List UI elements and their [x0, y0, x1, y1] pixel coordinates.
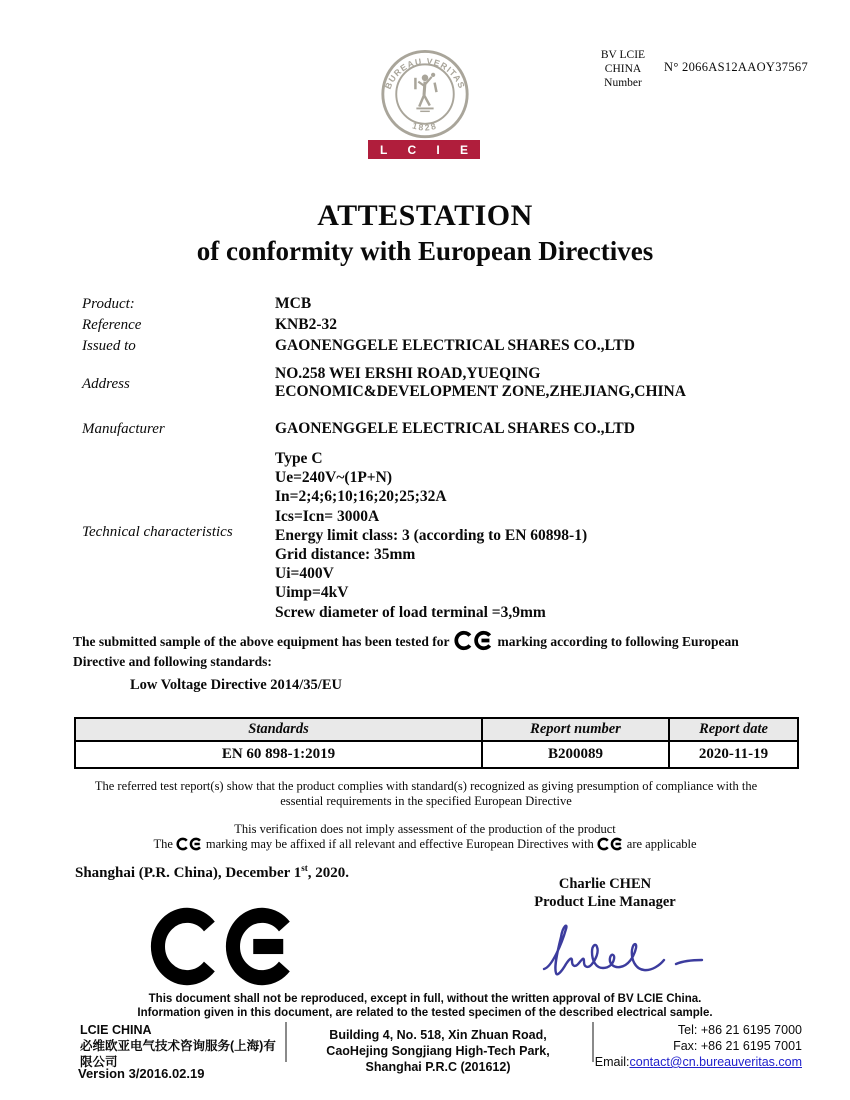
- report-table: [74, 717, 799, 769]
- ce-mark-icon: [176, 837, 203, 851]
- signature-image: [530, 915, 720, 987]
- ce-mark-large-icon: [150, 904, 300, 989]
- issuer-label-line2: CHINA: [604, 63, 642, 75]
- logo-year-text: 1828: [411, 120, 439, 133]
- issuer-label-line1: BV LCIE: [600, 49, 646, 61]
- email-link[interactable]: contact@cn.bureauveritas.com: [629, 1055, 802, 1069]
- field-label-technical: Technical characteristics: [82, 524, 233, 540]
- verification-note-line2: The marking may be affixed if all relevant and effective European Directives with are applicable: [153, 837, 697, 851]
- logo-figure-icon: [415, 73, 436, 112]
- field-value-technical: Type C Ue=240V~(1P+N) In=2;4;6;10;16;20;25;32A Ics=Icn= 3000A Energy limit class: 3 (according to EN 60898-1) Grid distance: 35mm Ui=400V Uimp=4kV Screw diameter of load terminal =3,9mm: [275, 450, 588, 621]
- issuer-label-line3: Number: [604, 77, 642, 89]
- col-header-report-number: Report number: [482, 718, 669, 741]
- place-and-date: Shanghai (P.R. China), December 1st, 2020.: [75, 863, 350, 881]
- document-title: [0, 199, 850, 267]
- col-header-report-date: Report date: [669, 718, 798, 741]
- footer-address: Building 4, No. 518, Xin Zhuan Road, CaoHejing Songjiang High-Tech Park, Shanghai P.R.C (201612): [326, 1028, 550, 1074]
- footer-fax: Fax: +86 21 6195 7001: [673, 1039, 802, 1053]
- verification-note-line1: This verification does not imply assessment of the production of the product: [234, 822, 616, 836]
- footer-company-en: LCIE CHINA: [80, 1023, 152, 1037]
- field-label-manufacturer: Manufacturer: [82, 421, 165, 437]
- footer-tel: Tel: +86 21 6195 7000: [677, 1023, 802, 1037]
- table-header-row: [75, 718, 798, 741]
- cell-standard: EN 60 898-1:2019: [75, 741, 482, 768]
- lcie-banner: L C I E: [368, 140, 480, 159]
- cell-report-date: 2020-11-19: [669, 741, 798, 768]
- issuer-number-label: [590, 48, 656, 90]
- footer-divider: [285, 1022, 287, 1062]
- col-header-standards: Standards: [75, 718, 482, 741]
- field-value-reference: KNB2-32: [275, 316, 337, 333]
- field-label-address: Address: [82, 376, 130, 392]
- field-value-product: MCB: [275, 295, 312, 312]
- field-label-issued-to: Issued to: [82, 338, 136, 354]
- field-label-product: Product:: [82, 296, 135, 312]
- bureau-veritas-logo: [366, 50, 484, 159]
- footer-company: [80, 1022, 276, 1070]
- title-line2: of conformity with European Directives: [196, 236, 654, 266]
- ce-mark-icon: [597, 837, 624, 851]
- directive-line: Low Voltage Directive 2014/35/EU: [130, 677, 342, 693]
- footer-version: Version 3/2016.02.19: [78, 1066, 205, 1081]
- field-value-address: NO.258 WEI ERSHI ROAD,YUEQING ECONOMIC&DEVELOPMENT ZONE,ZHEJIANG,CHINA: [275, 365, 686, 400]
- signer-name: Charlie CHEN: [558, 876, 652, 892]
- svg-text:1828: [411, 120, 439, 132]
- legal-statement: This document shall not be reproduced, except in full, without the written approval of BV LCIE China. Information given in this document, are related to the tested specimen of the described electrical sample.: [137, 993, 713, 1019]
- field-label-reference: Reference: [82, 317, 142, 333]
- bureau-veritas-oval-icon: [377, 50, 473, 142]
- signer-block: [500, 875, 710, 911]
- footer-contact: [580, 1022, 802, 1070]
- signer-role: Product Line Manager: [534, 894, 676, 910]
- logo-arc-text: BUREAU VERITAS: [382, 56, 468, 91]
- cell-report-number: B200089: [482, 741, 669, 768]
- table-row: [75, 741, 798, 768]
- compliance-note: The referred test report(s) show that the product complies with standard(s) recognized as giving presumption of compliance with the essential requirements in the specified European Directive: [94, 779, 758, 808]
- footer-company-cn: 必维欧亚电气技术咨询服务(上海)有限公司: [80, 1039, 276, 1069]
- field-value-manufacturer: GAONENGGELE ELECTRICAL SHARES CO.,LTD: [275, 420, 635, 437]
- title-line1: ATTESTATION: [317, 199, 533, 232]
- ce-mark-icon: [454, 630, 494, 651]
- certificate-number: N° 2066AS12AAOY37567: [664, 60, 808, 74]
- tested-statement: The submitted sample of the above equipment has been tested for marking according to following European Directive and following standards:: [73, 630, 785, 672]
- field-value-issued-to: GAONENGGELE ELECTRICAL SHARES CO.,LTD: [275, 337, 635, 354]
- footer-email-row: Email:contact@cn.bureauveritas.com: [594, 1055, 802, 1069]
